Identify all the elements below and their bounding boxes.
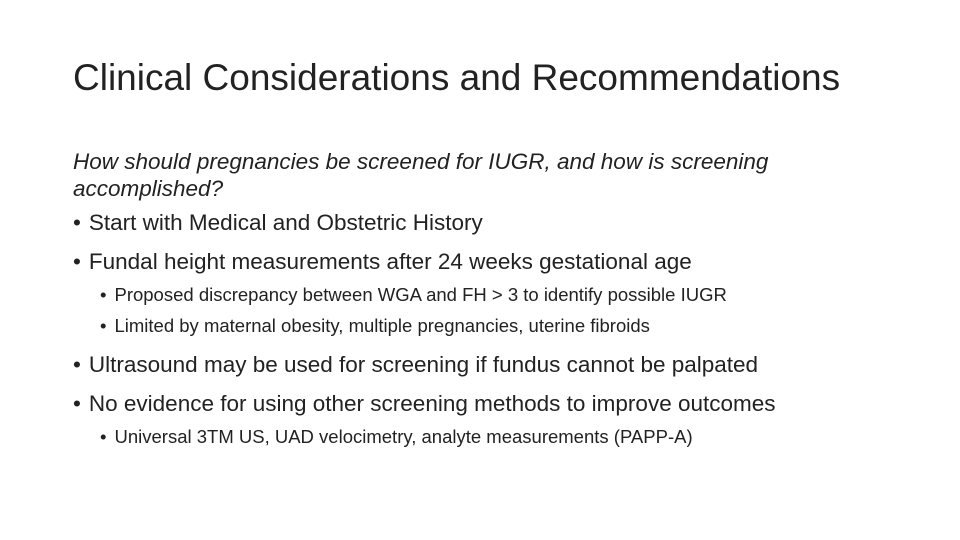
sub-bullet-text: Universal 3TM US, UAD velocimetry, analyte measurements (PAPP-A): [114, 426, 693, 447]
bullet-glyph: •: [73, 352, 81, 377]
bullet-glyph: •: [73, 210, 81, 235]
bullet-glyph: •: [73, 391, 81, 416]
sub-bullet-text: Proposed discrepancy between WGA and FH > 3 to identify possible IUGR: [114, 284, 727, 305]
bullet-glyph: •: [73, 249, 81, 274]
bullet-text: Ultrasound may be used for screening if fundus cannot be palpated: [88, 352, 759, 377]
sub-bullet-item: [100, 283, 893, 306]
bullet-text: Start with Medical and Obstetric History: [88, 210, 483, 235]
bullet-glyph: •: [100, 315, 107, 336]
sub-bullet-group: [73, 425, 893, 448]
bullet-item: [73, 351, 893, 378]
bullet-item: [73, 248, 893, 275]
bullet-glyph: •: [100, 426, 107, 447]
bullet-item: [73, 209, 893, 236]
sub-bullet-item: [100, 314, 893, 337]
bullet-item: [73, 390, 893, 417]
sub-bullet-item: [100, 425, 893, 448]
slide-title: Clinical Considerations and Recommendations: [73, 57, 841, 98]
slide-body: [73, 148, 893, 462]
bullet-text: Fundal height measurements after 24 weeks gestational age: [88, 249, 692, 274]
bullet-text: No evidence for using other screening methods to improve outcomes: [88, 391, 776, 416]
sub-bullet-text: Limited by maternal obesity, multiple pregnancies, uterine fibroids: [114, 315, 650, 336]
question-text: How should pregnancies be screened for IUGR, and how is screening accomplished?: [73, 149, 769, 201]
bullet-glyph: •: [100, 284, 107, 305]
sub-bullet-group: [73, 283, 893, 337]
